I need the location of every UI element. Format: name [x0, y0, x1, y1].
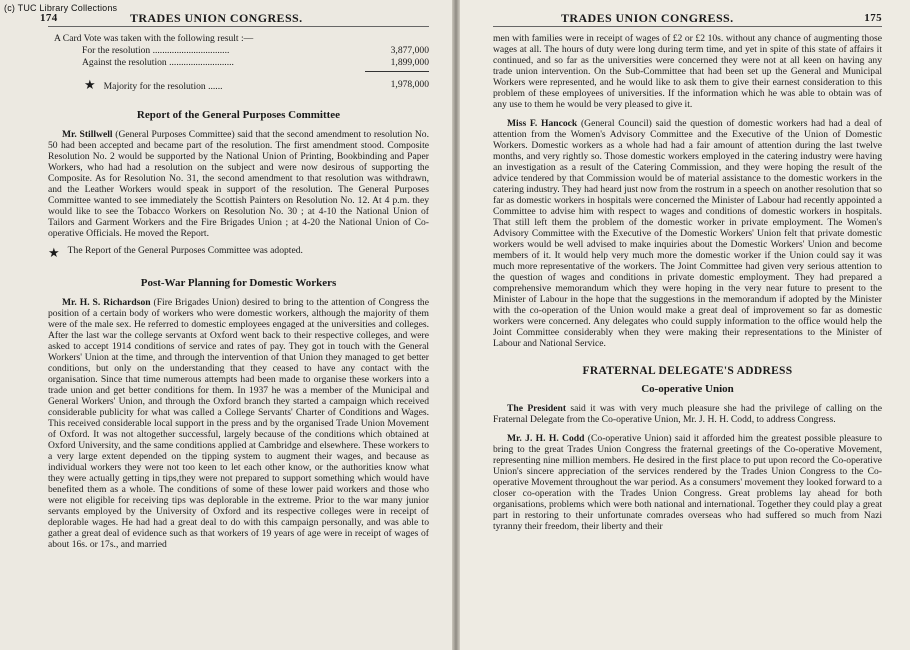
- richardson-speaker-name: Mr. H. S. Richardson: [62, 297, 151, 308]
- president-paragraph: [493, 403, 882, 425]
- right-running-head: [493, 6, 882, 27]
- vote-for-value: 3,877,000: [390, 45, 429, 56]
- co-operative-union-subheading: Co-operative Union: [641, 383, 734, 395]
- vote-majority-text-wrap: [54, 79, 223, 93]
- president-speech-text: said it was with very much pleasure she had the privilege of calling on the Fraternal Delegate from the Co-operative Union, Mr. J. H. H. Codd, to address Congress.: [493, 403, 882, 425]
- right-page: [455, 0, 910, 650]
- gp-adopted-line: [48, 245, 429, 261]
- gp-report-paragraph: [48, 129, 429, 239]
- vote-against-value: 1,899,000: [390, 57, 429, 68]
- codd-speech-text: (Co-operative Union) said it afforded him the greatest possible pleasure to bring to the great Trades Union Congress the fraternal greetings of the Co-operative Movement, representing nine million members. He desired in the first place to put upon record the Co-operative Union's sincere appreciation of the services rendered by the Trades Union Congress to the Co-operative Movement throughout the war period. As a consumers' movement they looked forward to a closer co-operation with the Trades Union Congress. Great problems lay ahead for both organisations, problems which were both national and international. Together they could play a great part in restoring to their unfortunate comrades overseas who had suffered so much from Nazi tyranny their freedom, their liberty and their: [493, 433, 882, 532]
- richardson-continued-paragraph: men with families were in receipt of wages of £2 or £2 10s. without any chance of augmenting those wages at all. The hours of duty were long during term time, and yet in spite of this state of affairs it continued, and so far as the universities were concerned they were not at all keen on having any trade union intervention. On the Sub-Committee that had been set up the General and Municipal Workers were represented, and he would like to ask them to give their earnest consideration to this problem of these employees of universities. If the information which he was able to obtain was of any use to them he would be very pleased to give it.: [493, 33, 882, 110]
- gp-speech-text: (General Purposes Committee) said that the second amendment to resolution No. 50 had been accepted and became part of the resolution. The first amendment stood. Composite Resolution No. 2 would be supported by the National Union of Printing, Bookbinding and Paper Workers, who had had a resolution on the subject and were now desirous of supporting the Composite. As for Resolution No. 31, the second amendment to that resolution was withdrawn, and the Leather Workers would speak in support of the resolution. The General Purposes Committee wanted to see immediately the Scottish Painters on Resolution No. 12. At 4 p.m. they would like to see the Tobacco Workers on Resolution No. 30 ; at 4-10 the National Union of Tailors and Garment Workers and the Fire Brigades Union ; at 4-20 the National Union of Co-operative Officials. He moved the Report.: [48, 129, 429, 239]
- paragraph-gap: [493, 110, 882, 118]
- vote-for-label: For the resolution ................................: [82, 45, 230, 56]
- vote-total-rule: [365, 71, 429, 72]
- book-gutter: [452, 0, 460, 650]
- president-speaker-name: The President: [507, 403, 567, 414]
- hancock-speaker-name: Miss F. Hancock: [507, 118, 578, 129]
- vote-for-row: [54, 45, 429, 57]
- card-vote-intro: A Card Vote was taken with the following result :—: [54, 33, 254, 44]
- star-icon: ★: [48, 245, 60, 260]
- codd-speaker-name: Mr. J. H. H. Codd: [507, 433, 585, 444]
- gp-report-heading: Report of the General Purposes Committee: [136, 109, 341, 121]
- gp-speaker-name: Mr. Stillwell: [62, 129, 113, 140]
- left-running-title: TRADES UNION CONGRESS.: [130, 11, 303, 25]
- vote-against-label: Against the resolution ...........................: [82, 57, 234, 68]
- left-page-number: 174: [40, 12, 58, 24]
- hancock-paragraph: [493, 118, 882, 349]
- card-vote-block: [54, 33, 429, 93]
- gp-adopted-text: The Report of the General Purposes Committee was adopted.: [67, 245, 303, 256]
- fraternal-delegate-heading: FRATERNAL DELEGATE'S ADDRESS: [582, 365, 793, 377]
- richardson-speech-text: (Fire Brigades Union) desired to bring to the attention of Congress the position of a certain body of workers who were domestic workers, although the majority of them were of the male sex. He referred to domestic employees engaged at the universities and colleges. After the last war the college servants at Oxford went back to their respective colleges, and were asked to accept 1914 conditions of service and rates of pay. They got in touch with the General Workers' Union at the time, and through the intervention of that Union they managed to get better conditions, but only on the understanding that they ceased to have any contact with the organisation. Since that time numerous attempts had been made to organise these workers into a trade union and get better conditions for them. In 1937 he was a member of the Municipal and General Workers' Union, and through the Oxford branch they started a campaign which received considerable publicity for what was called a College Servants' Charter of Conditions and Wages. This received considerable local support in the press and by the organised Trade Union Movement of Oxford. It was not altogether successful, largely because of the conditions which obtained at Oxford University, and the same conditions applied at Cambridge and elsewhere. These workers to a very large extent depended on the tipping system to augment their wages, and because as individual workers they were not too keen to let each other know, or the authorities know what they were actually getting in tips,they were not prepared to support something which would have benefited them as a whole. The conditions of some of these lower paid workers and those who were not eligible for receiving tips was deplorable in the extreme. Prior to the war many junior servants employed by the University of Oxford and its respective colleges were in receipt of deplorable wages. He had had a great deal to do with this campaign personally, and was able to gather a great deal of evidence such as that workers of 19 years of age were in receipt of wages of about 16s. or 17s., and married: [48, 297, 429, 550]
- codd-paragraph: [493, 433, 882, 532]
- right-page-number: 175: [864, 12, 882, 24]
- vote-majority-label: Majority for the resolution ......: [103, 81, 223, 92]
- right-running-title: TRADES UNION CONGRESS.: [561, 11, 734, 25]
- vote-majority-value: 1,978,000: [390, 79, 429, 90]
- star-icon: ★: [84, 77, 96, 92]
- copyright-watermark: (c) TUC Library Collections: [4, 3, 118, 13]
- paragraph-gap: [493, 425, 882, 433]
- hancock-speech-text: (General Council) said the question of domestic workers had had a deal of attention from the Women's Advisory Committee and the Executive of the Union of Domestic Workers. Domestic workers as a whole had had a fair amount of attention during the last twelve months, and very rightly so. Those domestic workers employed in the catering industry were having an investigation as a result of the Catering Commission, and they were hoping the result of the advice tendered by that Commission would be of material assistance to the domestic workers in the catering industry. They had heard just now from the rostrum in a speech on another resolution that so far as domestic workers in hospitals were concerned the Minister of Labour had recently appointed a Committee to advise him with respect to wages and conditions of domestic workers in hospitals. That still left them the problem of the domestic worker in private employment. The Women's Advisory Committee with the Executive of the Domestic Workers' Union felt that private domestic workers would be well advised to make inquiries about the Domestic Workers' Union and become members of it. It would help very much more the domestic worker if the Union could say it was much more representative of the workers. The Joint Committee had given very serious attention to the question of wages and conditions in private domestic employment. They had prepared a comprehensive memorandum which they were hoping in the very near future to present to the Minister of Labour in the hope that the suggestions in the memorandum if adopted by the Minister with the co-operation of the Union would make a great deal of improvement so far as domestic workers were concerned. Any delegates who could supply information to the office would help the Joint Committee considerably when they were making their representations to the Minister of Labour and National Service.: [493, 118, 882, 349]
- post-war-heading: Post-War Planning for Domestic Workers: [140, 277, 337, 289]
- richardson-paragraph: [48, 297, 429, 550]
- vote-majority-row: [54, 79, 429, 93]
- vote-against-row: [54, 57, 429, 69]
